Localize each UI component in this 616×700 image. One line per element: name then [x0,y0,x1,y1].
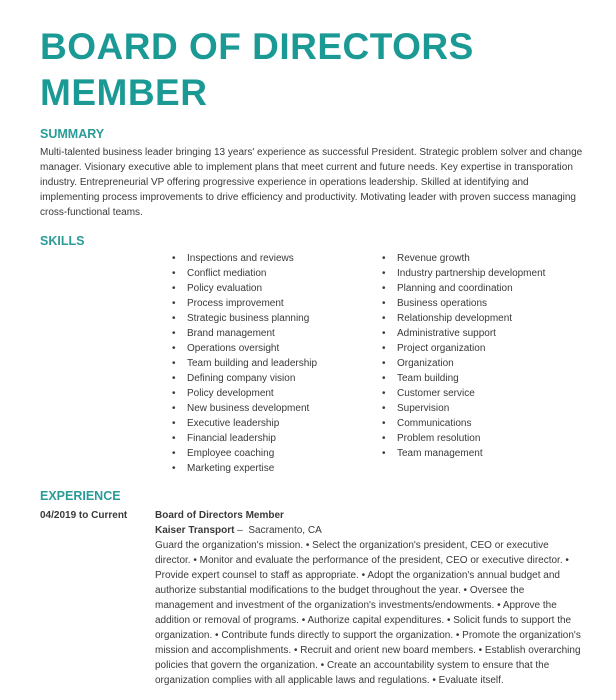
skill-item: • Employee coaching [172,446,317,461]
skill-item: • Customer service [382,386,545,401]
skill-item: • Communications [382,416,545,431]
summary-text: Multi-talented business leader bringing 13 years' experience as successful President. Strategic problem solver and change manager. Visionary executive able to implement plans that meet current and future needs. Key expertise in transporation industry. Entrepreneurial VP offering progressive experience in operations leadership. Skilled at identifying and implementing process improvements to drive efficiency and productivity. Motivating leader with proven success managing cross-functional teams. [40,147,583,218]
summary-heading: SUMMARY [40,127,105,141]
job-description: Guard the organization's mission. • Select the organization's president, CEO or executive director. • Monitor and evaluate the performance of the president, CEO or executive director. • Provide expert counsel to staff as appropriate. • Adopt the organization's annual budget and authorize substantial modifications to the budget throughout the year. • Oversee the management and investment of the organization's investments/endowments. • Approve the addition or removal of programs. • Authorize capital expenditures. • Solicit funds to support the organization. • Contribute funds directly to support the organization. • Promote the organization's mission and accomplishments. • Recruit and orient new board members. • Establish overarching policies that govern the organization. • Create an accountability system to ensure that the organization complies with all applicable laws and regulations. • Evaluate itself. [155,540,581,686]
skill-item: • Relationship development [382,311,545,326]
title-line-1: BOARD OF DIRECTORS [40,26,474,67]
job-entry [155,508,585,688]
skill-item: • Brand management [172,326,317,341]
skill-item: • Industry partnership development [382,266,545,281]
skill-item: • Conflict mediation [172,266,317,281]
skill-item: • Policy development [172,386,317,401]
skill-item: • Financial leadership [172,431,317,446]
skill-item: • Strategic business planning [172,311,317,326]
skills-heading: SKILLS [40,234,85,248]
skill-item: • Business operations [382,296,545,311]
skill-item: • Organization [382,356,545,371]
skill-item: • Revenue growth [382,251,545,266]
skill-item: • Project organization [382,341,545,356]
skill-item: • Marketing expertise [172,461,317,476]
skill-item: • Team management [382,446,545,461]
job-title: Board of Directors Member [155,510,284,521]
skill-item: • Inspections and reviews [172,251,317,266]
skill-item: • Team building [382,371,545,386]
skill-item: • Problem resolution [382,431,545,446]
skill-item: • Policy evaluation [172,281,317,296]
skill-item: • Executive leadership [172,416,317,431]
skill-item: • Operations oversight [172,341,317,356]
resume-title [40,24,474,116]
experience-heading: EXPERIENCE [40,489,121,503]
job-company: Kaiser Transport [155,525,235,536]
skill-item: • Process improvement [172,296,317,311]
job-company-line [155,523,585,538]
skill-item: • Planning and coordination [382,281,545,296]
separator: – [237,525,243,536]
skill-item: • Supervision [382,401,545,416]
title-line-2: MEMBER [40,72,208,113]
skill-item: • Administrative support [382,326,545,341]
skill-item: • New business development [172,401,317,416]
skills-list-left [172,251,317,476]
skill-item: • Defining company vision [172,371,317,386]
skill-item: • Team building and leadership [172,356,317,371]
job-dates: 04/2019 to Current [40,510,128,521]
skills-list-right [382,251,545,461]
job-location: Sacramento, CA [248,525,322,536]
